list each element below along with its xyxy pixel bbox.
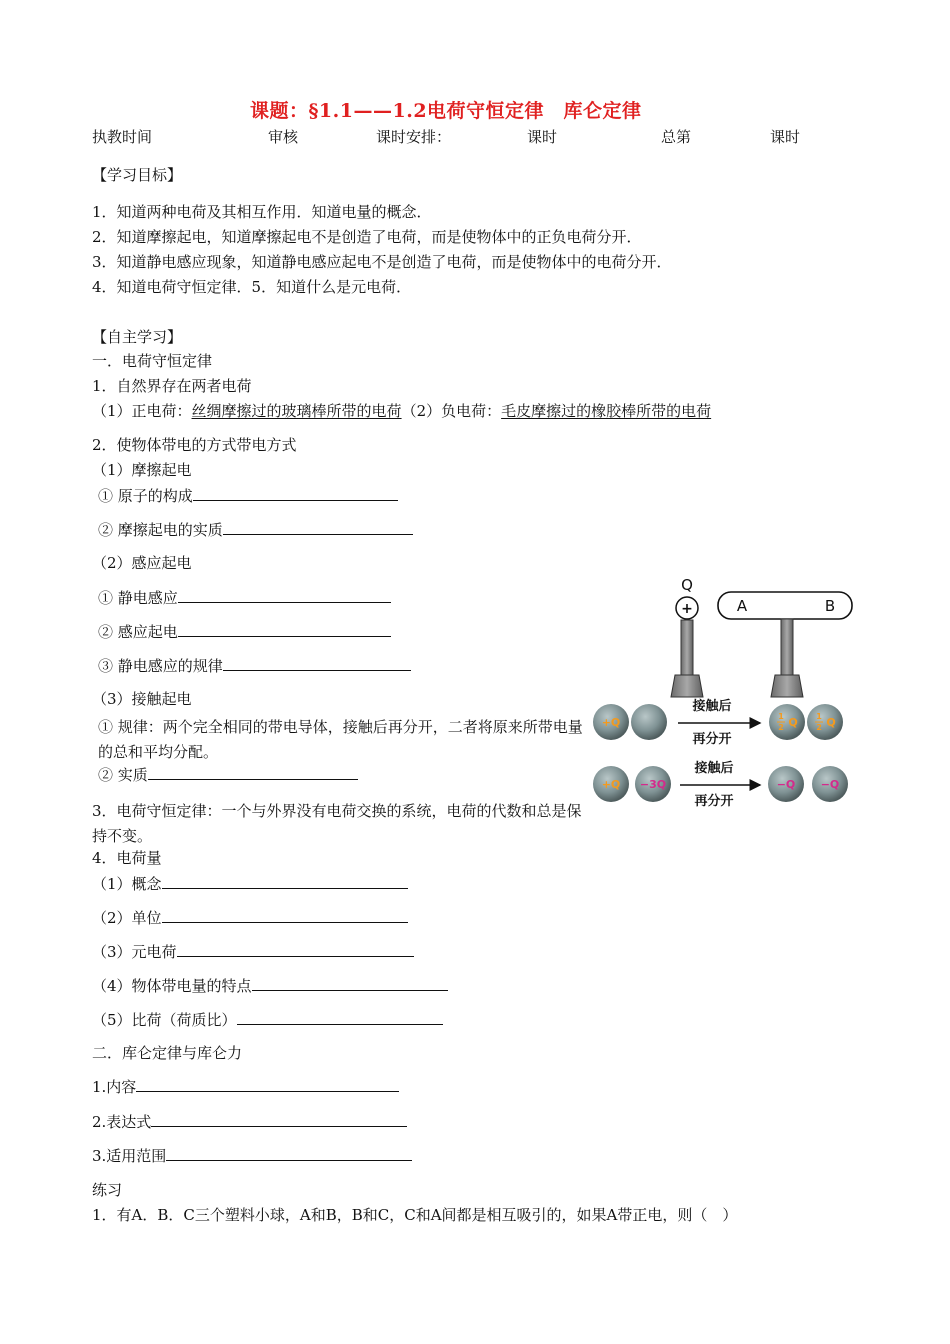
sphere-label: +Q	[601, 778, 621, 791]
fraction-q: Q	[788, 716, 798, 729]
fill-line-coulomb-content: 1.内容	[92, 1077, 399, 1096]
fill-line-induction-charging: ② 感应起电	[98, 622, 391, 641]
objective-item: 4．知道电荷守恒定律．5．知道什么是元电荷．	[92, 278, 412, 296]
q2-text: 2．使物体带电的方式带电方式	[92, 436, 297, 454]
meta-period-2: 课时	[770, 128, 801, 146]
fill-line-unit: （2）单位	[92, 908, 408, 927]
objective-item: 2．知道摩擦起电，知道摩擦起电不是创造了电荷，而是使物体中的正负电荷分开．	[92, 228, 642, 246]
arrow-label-bottom: 再分开	[694, 794, 734, 807]
sphere-label: −Q	[820, 778, 840, 791]
answer-blank[interactable]	[223, 656, 411, 671]
fill-line-induction-rule: ③ 静电感应的规律	[98, 656, 411, 675]
fraction-numerator: 1	[778, 712, 784, 721]
answer-blank[interactable]	[237, 1010, 443, 1025]
b-label: B	[824, 597, 836, 615]
section-2-heading: 二．库仑定律与库仑力	[92, 1044, 243, 1062]
practice-heading: 练习	[92, 1181, 123, 1199]
q-label: Q	[681, 576, 693, 594]
q-stand-post	[681, 620, 693, 675]
sphere-half-q	[807, 704, 843, 740]
answer-blank[interactable]	[178, 588, 391, 603]
section-1-heading: 一．电荷守恒定律	[92, 352, 213, 370]
meta-schedule: 课时安排：	[376, 128, 452, 146]
q1-charges-line	[92, 402, 711, 420]
objective-item: 3．知道静电感应现象，知道静电感应起电不是创造了电荷，而是使物体中的电荷分开．	[92, 253, 672, 271]
fraction-q: Q	[826, 716, 836, 729]
charging-diagram	[590, 572, 860, 807]
objectives-heading: 【学习目标】	[92, 166, 183, 184]
q4-heading: 4．电荷量	[92, 849, 162, 867]
fill-line-coulomb-formula: 2.表达式	[92, 1112, 407, 1131]
plus-sign: +	[681, 601, 693, 617]
objective-item: 1．知道两种电荷及其相互作用．知道电量的概念．	[92, 203, 432, 221]
answer-blank[interactable]	[177, 942, 414, 957]
practice-question-1: 1．有A．B．C三个塑料小球，A和B，B和C，C和A间都是相互吸引的，如果A带正电，则（ ）	[92, 1206, 738, 1224]
meta-teach-time: 执教时间	[92, 128, 153, 146]
sphere-half-q	[769, 704, 805, 740]
arrow-label-bottom: 再分开	[692, 732, 732, 747]
fill-line-elementary-charge: （3）元电荷	[92, 942, 414, 961]
self-study-heading: 【自主学习】	[92, 328, 183, 346]
meta-total: 总第	[661, 128, 692, 146]
sphere-neutral	[631, 704, 667, 740]
fill-line-friction-essence: ② 摩擦起电的实质	[98, 520, 413, 539]
negative-charge-answer: 毛皮摩擦过的橡胶棒所带的电荷	[501, 402, 712, 420]
answer-blank[interactable]	[162, 874, 408, 889]
contact-heading: （3）接触起电	[92, 690, 192, 708]
meta-period: 课时	[527, 128, 558, 146]
answer-blank[interactable]	[193, 486, 398, 501]
ab-stand-post	[781, 619, 793, 675]
answer-blank[interactable]	[148, 765, 358, 780]
answer-blank[interactable]	[178, 622, 391, 637]
sphere-label: −3Q	[639, 778, 667, 791]
friction-heading: （1）摩擦起电	[92, 461, 192, 479]
positive-charge-label: （1）正电荷：	[92, 402, 192, 420]
a-label: A	[736, 597, 748, 615]
arrow-label-top: 接触后	[694, 761, 734, 776]
answer-blank[interactable]	[223, 520, 413, 535]
q1-text: 1．自然界存在两者电荷	[92, 377, 252, 395]
contact-rule: ① 规律：两个完全相同的带电导体，接触后再分开，二者将原来所带电量的总和平均分配。	[98, 718, 583, 761]
answer-blank[interactable]	[252, 976, 448, 991]
answer-blank[interactable]	[151, 1112, 407, 1127]
answer-blank[interactable]	[166, 1146, 412, 1161]
positive-charge-answer: 丝绸摩擦过的玻璃棒所带的电荷	[191, 402, 402, 420]
meta-review: 审核	[268, 128, 299, 146]
fraction-numerator: 1	[816, 712, 822, 721]
q-stand-base	[671, 675, 703, 697]
sphere-label: −Q	[776, 778, 796, 791]
fill-line-specific-charge: （5）比荷（荷质比）	[92, 1010, 443, 1029]
answer-blank[interactable]	[136, 1077, 399, 1092]
ab-stand-base	[771, 675, 803, 697]
fill-line-atom-structure: ① 原子的构成	[98, 486, 398, 505]
page-title: 课题：§1.1——1.2电荷守恒定律 库仑定律	[250, 100, 642, 122]
fill-line-concept: （1）概念	[92, 874, 408, 893]
induction-heading: （2）感应起电	[92, 554, 192, 572]
fraction-denominator: 2	[816, 723, 822, 732]
fill-line-electrostatic-induction: ① 静电感应	[98, 588, 391, 607]
fraction-denominator: 2	[778, 723, 784, 732]
fill-line-contact-essence: ② 实质	[98, 765, 358, 784]
fill-line-charge-feature: （4）物体带电量的特点	[92, 976, 448, 995]
negative-charge-label: （2）负电荷：	[401, 402, 502, 420]
arrow-label-top: 接触后	[692, 699, 732, 714]
sphere-label: +Q	[601, 716, 621, 729]
answer-blank[interactable]	[162, 908, 408, 923]
q3-conservation-law: 3．电荷守恒定律：一个与外界没有电荷交换的系统，电荷的代数和总是保持不变。	[92, 802, 582, 845]
fill-line-coulomb-scope: 3.适用范围	[92, 1146, 412, 1165]
